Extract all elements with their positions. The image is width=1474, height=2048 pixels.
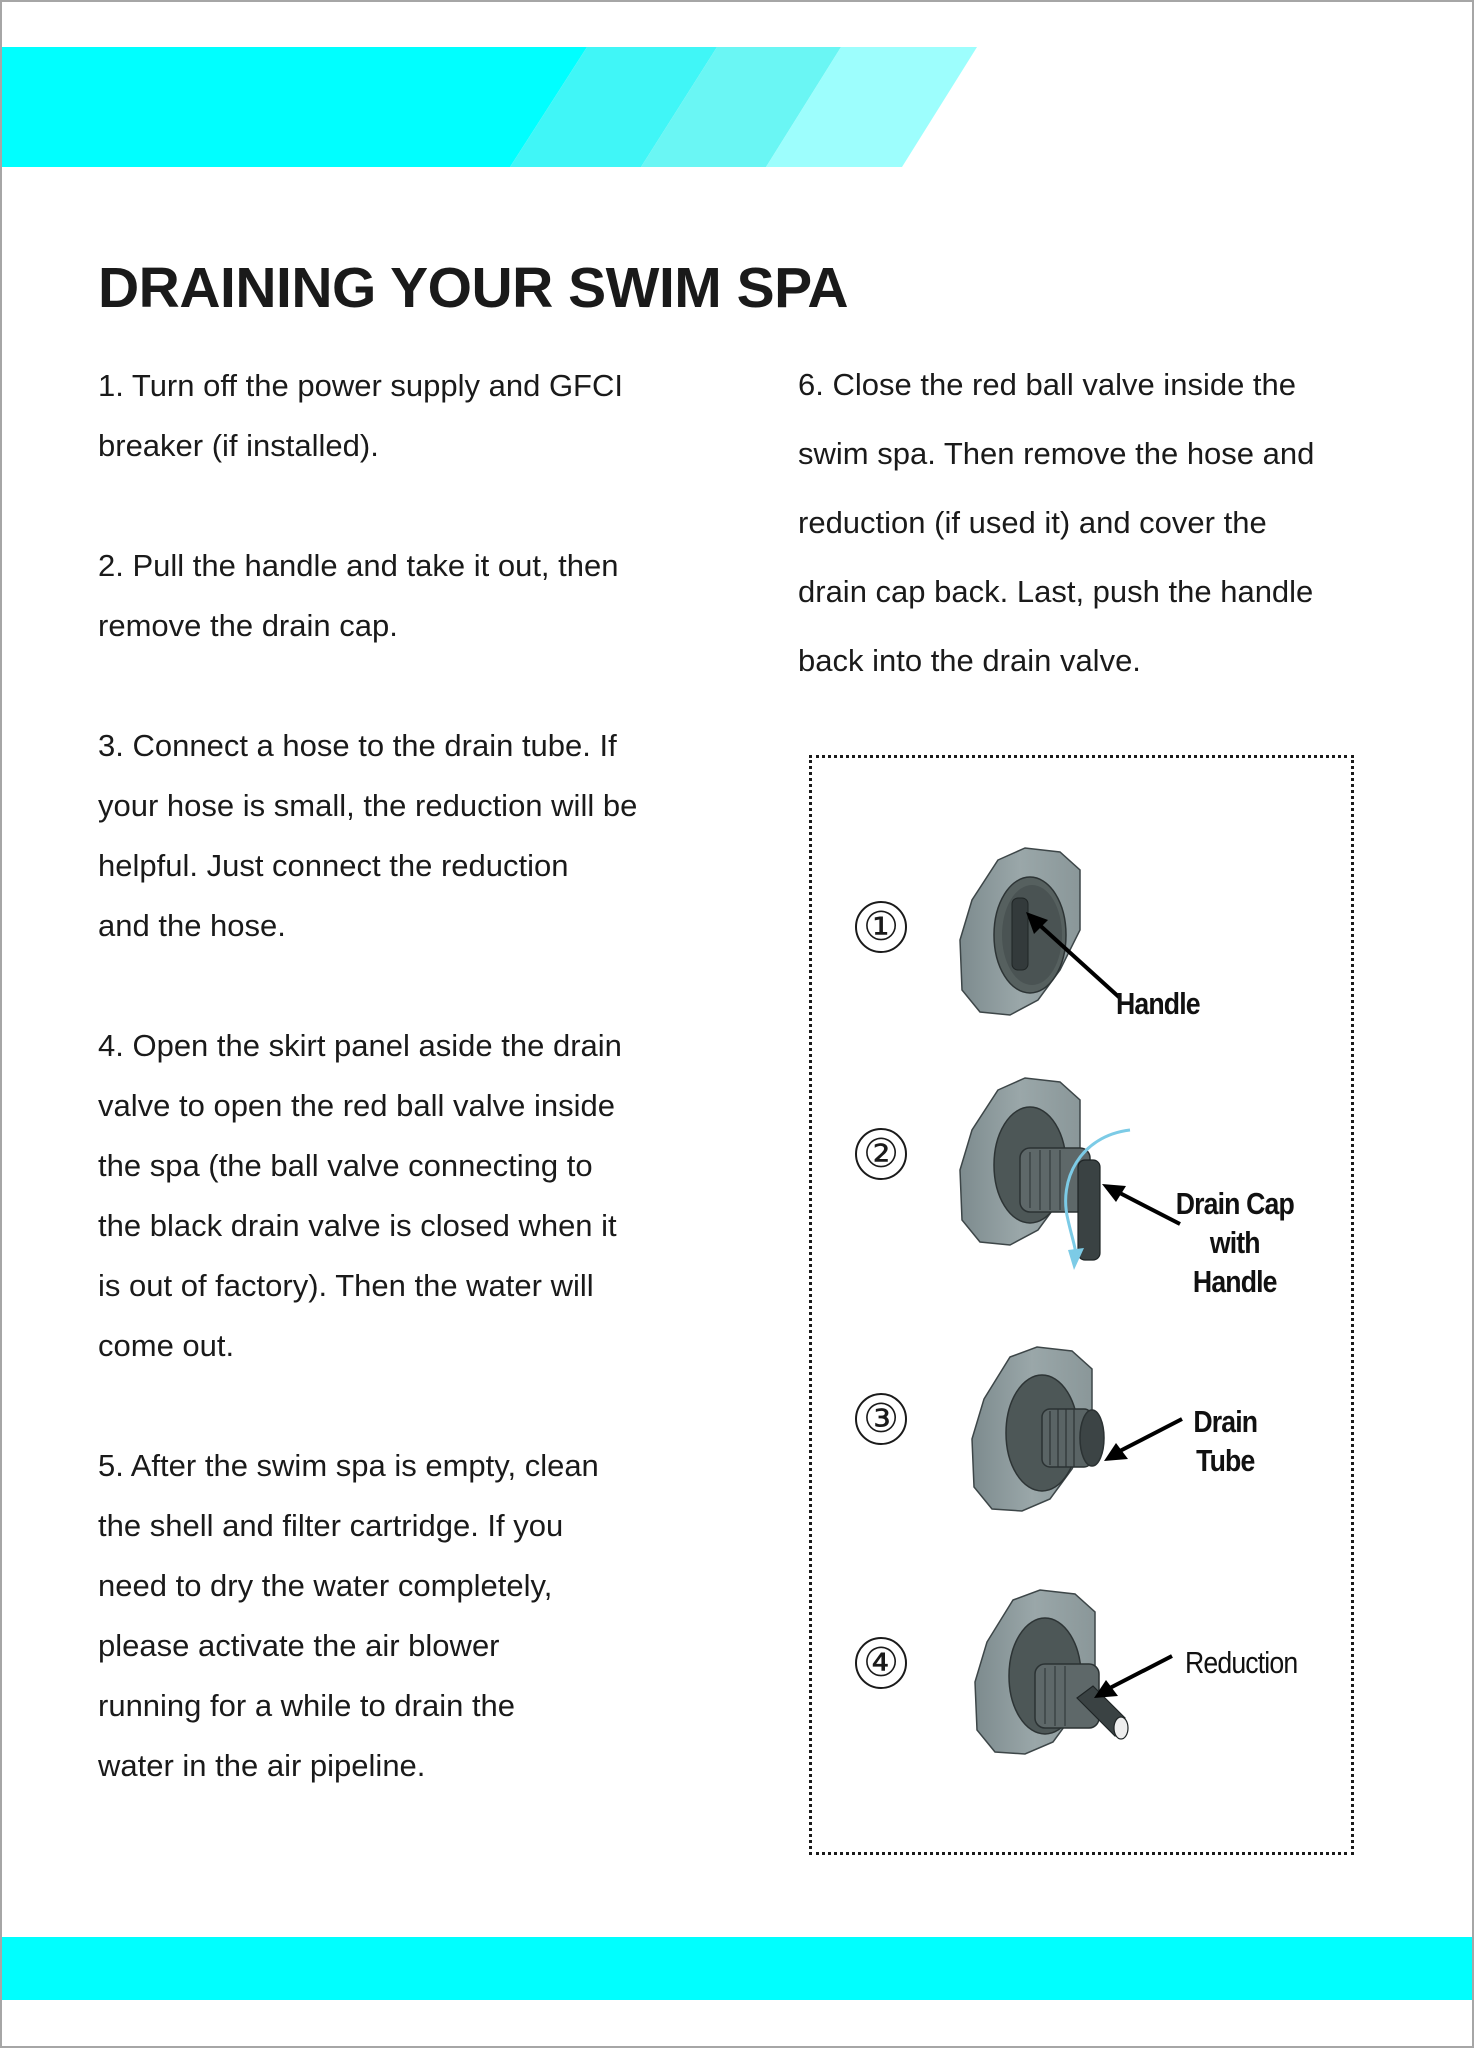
step-line: water in the air pipeline. — [98, 1748, 426, 1783]
step-line: 4. Open the skirt panel aside the drain — [98, 1028, 622, 1063]
reduction-arrow — [1090, 1652, 1180, 1702]
step-line: breaker (if installed). — [98, 428, 379, 463]
callout-line: with — [1209, 1225, 1260, 1260]
cap-handle — [1078, 1160, 1100, 1260]
callout-line: Handle — [1192, 1264, 1277, 1299]
header-decorative-band — [0, 0, 1474, 220]
step-line: 1. Turn off the power supply and GFCI — [98, 368, 623, 403]
callout-line: Reduction — [1185, 1645, 1298, 1680]
step-line: the black drain valve is closed when it — [98, 1208, 617, 1243]
callout-line: Drain Cap — [1175, 1186, 1294, 1221]
step-line: reduction (if used it) and cover the — [798, 505, 1267, 540]
step-line: your hose is small, the reduction will be — [98, 788, 638, 823]
step-line: 6. Close the red ball valve inside the — [798, 367, 1297, 402]
step-line: need to dry the water completely, — [98, 1568, 553, 1603]
callout-line: Handle — [1116, 986, 1200, 1021]
callout-line: Drain — [1193, 1404, 1258, 1439]
step-line: drain cap back. Last, push the handle — [798, 574, 1314, 609]
step-6 — [798, 350, 1398, 695]
step-line: valve to open the red ball valve inside — [98, 1088, 615, 1123]
step-line: remove the drain cap. — [98, 608, 398, 643]
step-line: 3. Connect a hose to the drain tube. If — [98, 728, 617, 763]
step-line: helpful. Just connect the reduction — [98, 848, 569, 883]
step-line: come out. — [98, 1328, 235, 1363]
step-line: 2. Pull the handle and take it out, then — [98, 548, 619, 583]
step-line: back into the drain valve. — [798, 643, 1141, 678]
figure-marker-2: ② — [855, 1128, 907, 1180]
callout-reduction — [1185, 1643, 1297, 1682]
step-5 — [98, 1436, 738, 1796]
steps-right-column — [798, 350, 1398, 695]
band-stripe-main — [2, 47, 587, 167]
figure-marker-1: ① — [855, 901, 907, 953]
steps-left-column — [98, 356, 738, 1796]
step-line: the shell and filter cartridge. If you — [98, 1508, 564, 1543]
callout-drain-cap — [1166, 1184, 1304, 1301]
step-line: and the hose. — [98, 908, 286, 943]
step-1 — [98, 356, 738, 476]
step-3 — [98, 716, 738, 956]
callout-drain-tube — [1178, 1402, 1273, 1480]
figure-marker-3: ③ — [855, 1393, 907, 1445]
step-4 — [98, 1016, 738, 1376]
nozzle-end — [1114, 1717, 1128, 1739]
step-line: swim spa. Then remove the hose and — [798, 436, 1315, 471]
valve-handle — [1012, 898, 1028, 970]
footer-decorative-band — [2, 1937, 1472, 2000]
step-line: running for a while to drain the — [98, 1688, 516, 1723]
step-line: the spa (the ball valve connecting to — [98, 1148, 593, 1183]
step-2 — [98, 536, 738, 656]
step-line: 5. After the swim spa is empty, clean — [98, 1448, 599, 1483]
drain-tube-arrow — [1100, 1415, 1190, 1465]
callout-line: Tube — [1196, 1443, 1255, 1478]
step-line: is out of factory). Then the water will — [98, 1268, 594, 1303]
page-title: DRAINING YOUR SWIM SPA — [98, 256, 849, 320]
callout-handle — [1116, 984, 1200, 1023]
figure-marker-4: ④ — [855, 1637, 907, 1689]
step-line: please activate the air blower — [98, 1628, 500, 1663]
